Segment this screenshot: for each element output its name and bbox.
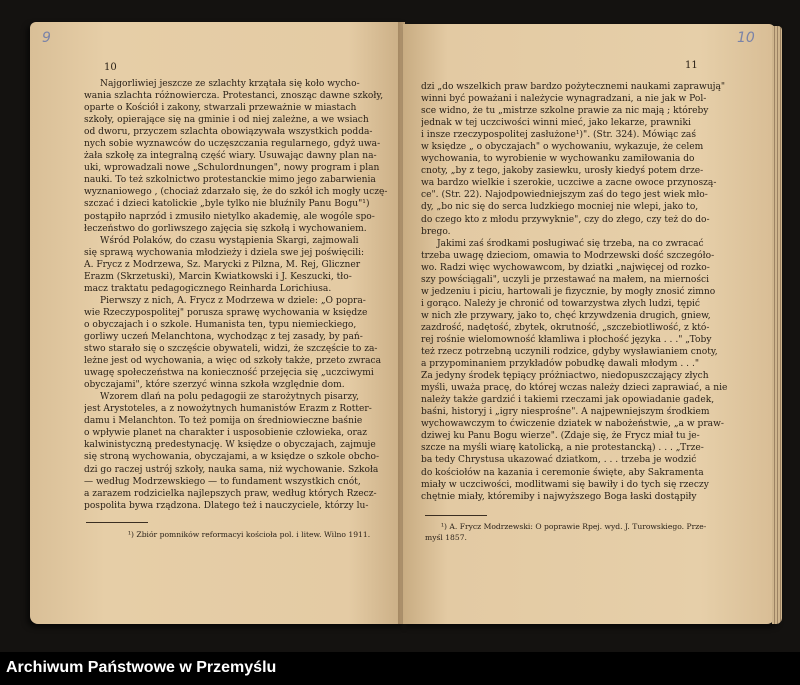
left-text-line: wania szlachta różnowiercza. Protestanci, znosząc dawne szkoły, [84, 91, 384, 102]
right-text-line: Za jedyny środek tępiący próżniactwo, niedopuszczający złych [421, 371, 709, 382]
right-text-line: wychowania, to wyrobienie w wychowanku zamiłowania do [421, 154, 695, 165]
left-text-line: szczać i dzieci katolickie „byle tylko nie bluźnily Panu Bogu"¹) [84, 199, 370, 210]
left-footnote: ¹) Zbiór pomników reformacyi kościoła pol. i litew. Wilno 1911. [128, 530, 371, 539]
left-text-line: nauki. To też szkolnictwo protestanckie mimo jego zabarwienia [84, 175, 376, 186]
right-text-line: i insze rzeczypospolitej zasłużone¹)". (Str. 324). Mówiąc zaś [421, 130, 697, 141]
left-text-line: wie Rzeczypospolitej" porusza sprawę wychowania w księdze [84, 307, 368, 318]
left-text-line: Wśród Polaków, do czasu wystąpienia Skargi, zajmowali [100, 235, 359, 246]
right-text-line: a przypominaniem przykładów pobudkę dawali młodym . . ." [421, 359, 700, 370]
left-text-line: się sprawą wychowania młodzieży i dziela swe jej poświęcili: [84, 247, 365, 258]
right-text-line: i gorąco. Należy je chronić od towarzystwa złych ludzi, tępić [421, 298, 701, 309]
right-text-line: ba tedy Chrystusa ukazować dziatkom, . . . trzeba je wodzić [421, 455, 697, 466]
page-edges [772, 26, 782, 624]
right-text-line: myśli, uważa pracę, do której wczas należy dzieci zaprawiać, a nie [421, 383, 728, 394]
left-text-line: szkoły, opierające się na gminie i od niej zależne, a we wsiach [84, 115, 369, 126]
right-page-number: 11 [685, 60, 698, 71]
left-text-line: — według Modrzewskiego — to fundament wszystkich cnót, [84, 476, 361, 487]
left-text-line: Wzorem dlań na polu pedagogii ze starożytnych pisarzy, [100, 392, 359, 403]
left-text-line: kalwinistyczną predestynację. W księdze o obyczajach, zajmuje [84, 440, 376, 451]
right-text-line: w nich złe przywary, jako to, chęć krzywdzenia drugich, gniew, [421, 310, 711, 321]
right-text-line: szcze na myśli wiarę katolicką, a nie protestancką) . . . „Trze- [421, 443, 704, 454]
right-text-line: miały w uczciwości, modlitwami się bawiły i do tych się rzeczy [421, 479, 709, 490]
left-text-line: nych sobie wyznawców do uczęszczania regularnego, gdyż uwa- [84, 139, 381, 150]
right-footnote [425, 521, 755, 543]
right-text-line: chętnie miały, któremiby i najwyższego Boga łaski dostąpiły [421, 491, 697, 502]
left-text-line: uki, wprowadzali nowe „Schulordnungen", nowy program i plan [84, 163, 380, 174]
left-text-line: pospolita bywa rządzona. Dlatego też i nauczyciele, którzy lu- [84, 500, 369, 511]
right-text-line: zazdrość, nadętość, zbytek, okrutność, „szczebiotliwość, z któ- [421, 322, 710, 333]
right-footnote-line: myśl 1857. [425, 533, 467, 542]
right-text-line: szy powściągali", uczyli je przestawać na małem, na mierności [421, 274, 710, 285]
left-text-line: Pierwszy z nich, A. Frycz z Modrzewa w dziele: „O popra- [100, 295, 366, 306]
right-text-line: ce". (Str. 22). Najodpowiedniejszym zaś do tego jest wiek mło- [421, 190, 708, 201]
left-text-line: stwo starało się o szczęście obywateli, widzi, że szczęście to za- [84, 344, 378, 355]
left-text-line: gorliwy uczeń Melanchtona, wychodząc z tej zasady, by pań- [84, 331, 363, 342]
left-text-line: damu i Melanchton. To też pomija on średniowieczne baśnie [84, 416, 363, 427]
left-page-text [84, 78, 405, 512]
right-text-line: baśni, historyj i „igry niesprośne". A najpewniejszym środkiem [421, 407, 710, 418]
right-text-line: należy także gardzić i takiemi rzeczami jak opowiadanie gadek, [421, 395, 715, 406]
right-text-line: winni być poważani i należycie wynagradzani, a nie jak w Pol- [421, 94, 707, 105]
right-text-line: dzi „do wszelkich praw bardzo pożytecznemi naukami zaprawują" [421, 82, 726, 92]
right-text-line: rej rośnie wielomowność kłamliwa i płochość języka . . ." „Toby [421, 334, 712, 345]
left-text-line: się stroną wychowania, obyczajami, a w księdze o szkole obcho- [84, 452, 380, 463]
right-text-line: wychowawczym to ćwiczenie dziatek w nabożeństwie, „a w praw- [421, 419, 724, 430]
right-text-line: sce widno, że tu „mistrze szkolne prawie za nic mają ; któreby [421, 106, 709, 117]
left-text-line: leżne jest od wychowania, a więc od szkoły także, przeto zwraca [84, 356, 382, 367]
right-text-line: też rzecz potrzebną uczynili rodzice, gdyby wysławianiem cnoty, [421, 347, 718, 358]
left-text-line: o wpływie planet na charakter i usposobienie człowieka, oraz [84, 428, 368, 439]
archive-label: Archiwum Państwowe w Przemyślu [6, 659, 277, 676]
right-text-line: w jedzeniu i piciu, hartowali je fizycznie, by mogły znosić zimno [421, 286, 716, 297]
right-text-line: brego. [421, 226, 451, 237]
right-text-line: trzeba uwagę dzieciom, omawia to Modrzewski dość szczegóło- [421, 250, 715, 261]
right-text-line: jednak w tej uczciwości winni mieć, jako lekarze, prawniki [421, 118, 691, 129]
left-text-line: oparte o Kościół i zakony, stwarzali przeważnie w miastach [84, 103, 357, 114]
left-text-line: żała szkołę za integralną część wiary. Usuwając dawny plan na- [84, 151, 377, 162]
right-text-line: do kościołów na kazania i ceremonie święte, aby Sakramenta [421, 467, 704, 478]
right-page-text [421, 81, 753, 503]
left-text-line: o obyczajach i o szkole. Humanista ten, typu niemieckiego, [84, 319, 357, 330]
left-text-line: macz traktatu pedagogicznego Reinharda Lorichiusa. [84, 283, 332, 294]
right-text-line: cnoty, „by z tego, jakoby zasiewku, urosły kiedyś potem drze- [421, 166, 704, 177]
left-page [30, 22, 405, 624]
left-text-line: A. Frycz z Modrzewa, Sz. Marycki z Pilzna, M. Rej, Gliczner [84, 259, 361, 270]
left-text-line: łeczeństwo do gorliwszego zajęcia się szkołą i wychowaniem. [84, 223, 367, 234]
right-text-line: do czego kto z młodu przywyknie", czy do złego, czy też do do- [421, 214, 710, 225]
left-text-line: wyznaniowego , (chociaż zdarzało się, że do szkół ich mogły uczę- [84, 187, 388, 198]
left-text-line: obyczajami", które szerzyć winna szkoła względnie dom. [84, 380, 345, 391]
left-text-line: jest Arystoteles, a z nowożytnych humanistów Erazm z Rotter- [84, 404, 372, 415]
left-text-line: od dworu, przyczem szlachta obowiązywała wszystkich podda- [84, 127, 373, 138]
right-text-line: dy, „bo nic się do serca ludzkiego mocniej nie wlepi, jako to, [421, 202, 699, 213]
right-text-line: wa bardzo wielkie i szerokie, uczciwe a zacne owoce przynoszą- [421, 178, 717, 189]
left-text-line: dzi go raczej ustrój szkoły, nauka sama, niż wychowanie. Szkoła [84, 464, 379, 475]
right-page [403, 24, 775, 624]
right-text-line: wo. Radzi więc wychowawcom, by dziatki „najwięcej od rozko- [421, 262, 710, 273]
right-text-line: w księdze „ o obyczajach" o wychowaniu, wykazuje, że celem [421, 142, 704, 153]
left-text-line: Erazm (Skrzetuski), Marcin Kwiatkowski i J. Keszucki, tło- [84, 271, 352, 282]
right-text-line: dziwej ku Panu Bogu wierze". (Zdaje się, że Frycz miał tu je- [421, 431, 700, 442]
right-text-line: Jakimi zaś środkami posługiwać się trzeba, na co zwracać [437, 238, 704, 249]
left-text-line: a zarazem rodzicielka najlepszych praw, według których Rzecz- [84, 488, 377, 499]
left-pencil-page-mark: 9 [42, 30, 51, 46]
right-footnote-line: ¹) A. Frycz Modrzewski: O poprawie Rpej. wyd. J. Turowskiego. Prze- [441, 522, 707, 531]
archive-footer-bar [0, 652, 800, 685]
right-footnote-rule [425, 515, 487, 516]
left-page-number: 10 [104, 62, 117, 73]
left-text-line: uwagę społeczeństwa na konieczność przejęcia się „uczciwymi [84, 368, 374, 379]
left-text-line: Najgorliwiej jeszcze ze szlachty krzątała się koło wycho- [100, 79, 360, 89]
left-text-line: postąpiło naprzód i zmusiło nietylko akademię, ale wogóle spo- [84, 211, 375, 222]
right-pencil-page-mark: 10 [737, 30, 755, 46]
left-footnote-rule [86, 522, 148, 523]
